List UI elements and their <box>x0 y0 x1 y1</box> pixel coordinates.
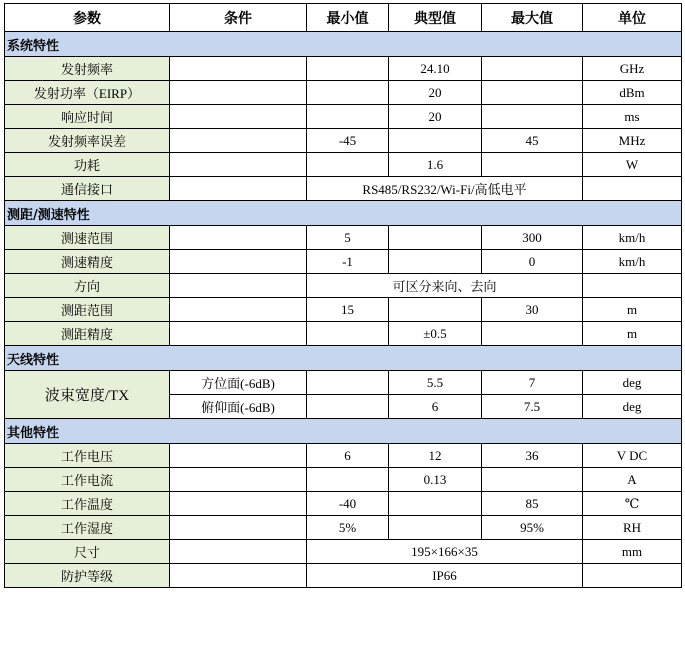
condition-cell <box>170 564 307 588</box>
param-name: 测距范围 <box>5 298 170 322</box>
table-row <box>5 226 682 250</box>
table-row <box>5 129 682 153</box>
table-row <box>5 298 682 322</box>
typical-cell <box>389 492 482 516</box>
typical-cell <box>389 250 482 274</box>
condition-cell <box>170 516 307 540</box>
unit-cell: MHz <box>583 129 682 153</box>
max-cell <box>482 322 583 346</box>
min-cell <box>307 468 389 492</box>
condition-cell <box>170 540 307 564</box>
max-cell: 0 <box>482 250 583 274</box>
condition-cell: 俯仰面(-6dB) <box>170 395 307 419</box>
max-cell: 300 <box>482 226 583 250</box>
param-name: 发射频率 <box>5 57 170 81</box>
max-cell <box>482 57 583 81</box>
param-name: 工作温度 <box>5 492 170 516</box>
unit-cell <box>583 564 682 588</box>
condition-cell <box>170 492 307 516</box>
param-name: 测速范围 <box>5 226 170 250</box>
condition-cell <box>170 129 307 153</box>
min-cell: 6 <box>307 444 389 468</box>
min-cell: 15 <box>307 298 389 322</box>
param-name: 波束宽度/TX <box>5 371 170 419</box>
condition-cell <box>170 226 307 250</box>
table-row <box>5 57 682 81</box>
unit-cell: deg <box>583 395 682 419</box>
unit-cell: km/h <box>583 226 682 250</box>
typical-cell: 6 <box>389 395 482 419</box>
section-row-ranging <box>5 201 682 226</box>
table-row <box>5 540 682 564</box>
condition-cell <box>170 274 307 298</box>
max-cell: 85 <box>482 492 583 516</box>
table-row <box>5 105 682 129</box>
condition-cell: 方位面(-6dB) <box>170 371 307 395</box>
unit-cell: GHz <box>583 57 682 81</box>
param-name: 发射功率（EIRP） <box>5 81 170 105</box>
table-row <box>5 444 682 468</box>
protection-value: IP66 <box>307 564 583 588</box>
table-row <box>5 516 682 540</box>
typical-cell: 5.5 <box>389 371 482 395</box>
typical-cell: ±0.5 <box>389 322 482 346</box>
direction-value: 可区分来向、去向 <box>307 274 583 298</box>
min-cell <box>307 371 389 395</box>
typical-cell <box>389 129 482 153</box>
max-cell <box>482 468 583 492</box>
param-name: 功耗 <box>5 153 170 177</box>
min-cell: -1 <box>307 250 389 274</box>
size-value: 195×166×35 <box>307 540 583 564</box>
max-cell <box>482 81 583 105</box>
typical-cell: 20 <box>389 105 482 129</box>
min-cell: -40 <box>307 492 389 516</box>
table-row <box>5 371 682 395</box>
section-row-antenna <box>5 346 682 371</box>
condition-cell <box>170 81 307 105</box>
section-title-other: 其他特性 <box>5 419 682 444</box>
param-name: 响应时间 <box>5 105 170 129</box>
param-name: 工作电压 <box>5 444 170 468</box>
max-cell <box>482 105 583 129</box>
unit-cell: ms <box>583 105 682 129</box>
unit-cell: m <box>583 298 682 322</box>
condition-cell <box>170 322 307 346</box>
table-row <box>5 153 682 177</box>
typical-cell: 24.10 <box>389 57 482 81</box>
min-cell: -45 <box>307 129 389 153</box>
max-cell: 45 <box>482 129 583 153</box>
min-cell <box>307 322 389 346</box>
unit-cell: W <box>583 153 682 177</box>
table-row <box>5 468 682 492</box>
min-cell: 5% <box>307 516 389 540</box>
unit-cell <box>583 274 682 298</box>
typical-cell <box>389 516 482 540</box>
table-row <box>5 250 682 274</box>
min-cell <box>307 105 389 129</box>
table-row <box>5 274 682 298</box>
header-condition: 条件 <box>170 4 307 32</box>
section-title-ranging: 测距/测速特性 <box>5 201 682 226</box>
typical-cell <box>389 226 482 250</box>
typical-cell: 1.6 <box>389 153 482 177</box>
section-title-system: 系统特性 <box>5 32 682 57</box>
unit-cell: ℃ <box>583 492 682 516</box>
param-name: 通信接口 <box>5 177 170 201</box>
table-row <box>5 322 682 346</box>
header-row <box>5 4 682 32</box>
typical-cell: 12 <box>389 444 482 468</box>
param-name: 防护等级 <box>5 564 170 588</box>
condition-cell <box>170 250 307 274</box>
max-cell: 7 <box>482 371 583 395</box>
condition-cell <box>170 177 307 201</box>
table-row <box>5 177 682 201</box>
param-name: 工作电流 <box>5 468 170 492</box>
header-typical: 典型值 <box>389 4 482 32</box>
typical-cell <box>389 298 482 322</box>
spec-table <box>4 3 682 588</box>
typical-cell: 20 <box>389 81 482 105</box>
table-row <box>5 564 682 588</box>
unit-cell <box>583 177 682 201</box>
header-unit: 单位 <box>583 4 682 32</box>
unit-cell: V DC <box>583 444 682 468</box>
param-name: 方向 <box>5 274 170 298</box>
condition-cell <box>170 105 307 129</box>
max-cell: 36 <box>482 444 583 468</box>
param-name: 测距精度 <box>5 322 170 346</box>
param-name: 发射频率误差 <box>5 129 170 153</box>
min-cell: 5 <box>307 226 389 250</box>
unit-cell: dBm <box>583 81 682 105</box>
section-row-other <box>5 419 682 444</box>
min-cell <box>307 81 389 105</box>
min-cell <box>307 395 389 419</box>
unit-cell: m <box>583 322 682 346</box>
max-cell: 30 <box>482 298 583 322</box>
param-name: 尺寸 <box>5 540 170 564</box>
min-cell <box>307 57 389 81</box>
condition-cell <box>170 468 307 492</box>
unit-cell: deg <box>583 371 682 395</box>
section-row-system <box>5 32 682 57</box>
unit-cell: km/h <box>583 250 682 274</box>
condition-cell <box>170 57 307 81</box>
param-name: 测速精度 <box>5 250 170 274</box>
table-row <box>5 492 682 516</box>
header-min: 最小值 <box>307 4 389 32</box>
header-param: 参数 <box>5 4 170 32</box>
unit-cell: mm <box>583 540 682 564</box>
condition-cell <box>170 298 307 322</box>
unit-cell: A <box>583 468 682 492</box>
condition-cell <box>170 153 307 177</box>
header-max: 最大值 <box>482 4 583 32</box>
typical-cell: 0.13 <box>389 468 482 492</box>
max-cell: 7.5 <box>482 395 583 419</box>
max-cell <box>482 153 583 177</box>
unit-cell: RH <box>583 516 682 540</box>
section-title-antenna: 天线特性 <box>5 346 682 371</box>
condition-cell <box>170 444 307 468</box>
interface-value: RS485/RS232/Wi-Fi/高低电平 <box>307 177 583 201</box>
table-row <box>5 81 682 105</box>
max-cell: 95% <box>482 516 583 540</box>
param-name: 工作湿度 <box>5 516 170 540</box>
min-cell <box>307 153 389 177</box>
